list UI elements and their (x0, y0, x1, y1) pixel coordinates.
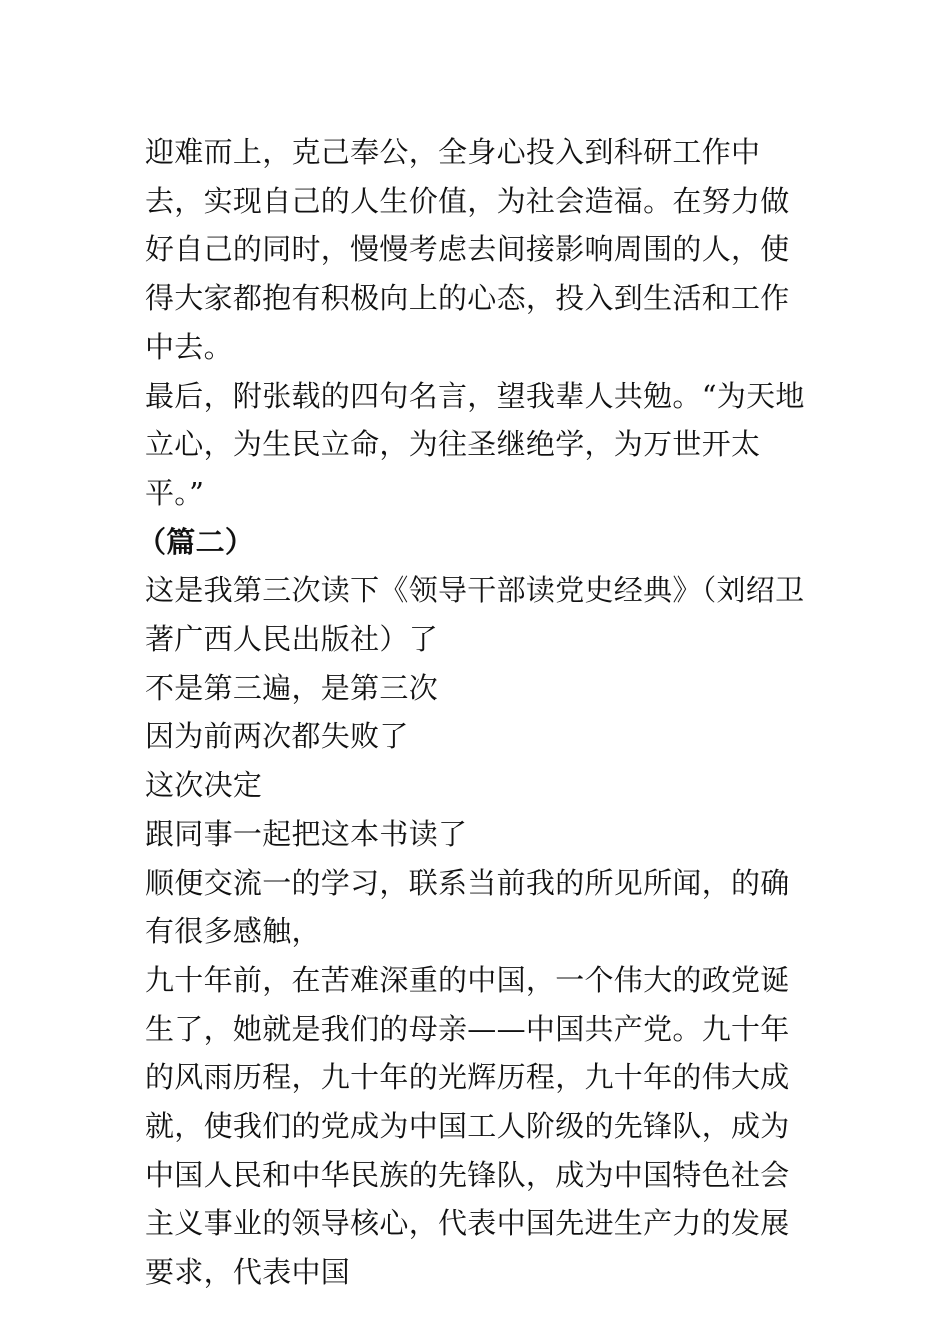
section-paragraph-2: 不是第三遍，是第三次 (145, 670, 439, 705)
section-paragraph-5: 跟同事一起把这本书读了 (145, 816, 468, 851)
section-paragraph-1: 这是我第三次读下《领导干部读党史经典》（刘绍卫著广西人民出版社）了 (145, 573, 805, 657)
paragraph-1: 迎难而上，克己奉公，全身心投入到科研工作中去，实现自己的人生价值，为社会造福。在努力做好自己的同时，慢慢考虑去间接影响周围的人，使得大家都抱有积极向上的心态，投入到生活和工作中去。 (145, 135, 790, 364)
paragraph-2: 最后，附张载的四句名言，望我辈人共勉。“为天地立心，为生民立命，为往圣继绝学，为万世开太平。” (145, 378, 805, 510)
document-body (137, 128, 809, 1297)
section-heading: （篇二） (137, 524, 255, 559)
section-paragraph-6: 顺便交流一的学习，联系当前我的所见所闻，的确有很多感触， (145, 865, 790, 949)
section-paragraph-4: 这次决定 (145, 768, 263, 803)
section-paragraph-7: 九十年前，在苦难深重的中国，一个伟大的政党诞生了，她就是我们的母亲——中国共产党。九十年的风雨历程，九十年的光辉历程，九十年的伟大成就，使我们的党成为中国工人阶级的先锋队，成为中国人民和中华民族的先锋队，成为中国特色社会主义事业的领导核心，代表中国先进生产力的发展要求，代表中国 (145, 962, 790, 1290)
section-paragraph-3: 因为前两次都失败了 (145, 719, 409, 754)
